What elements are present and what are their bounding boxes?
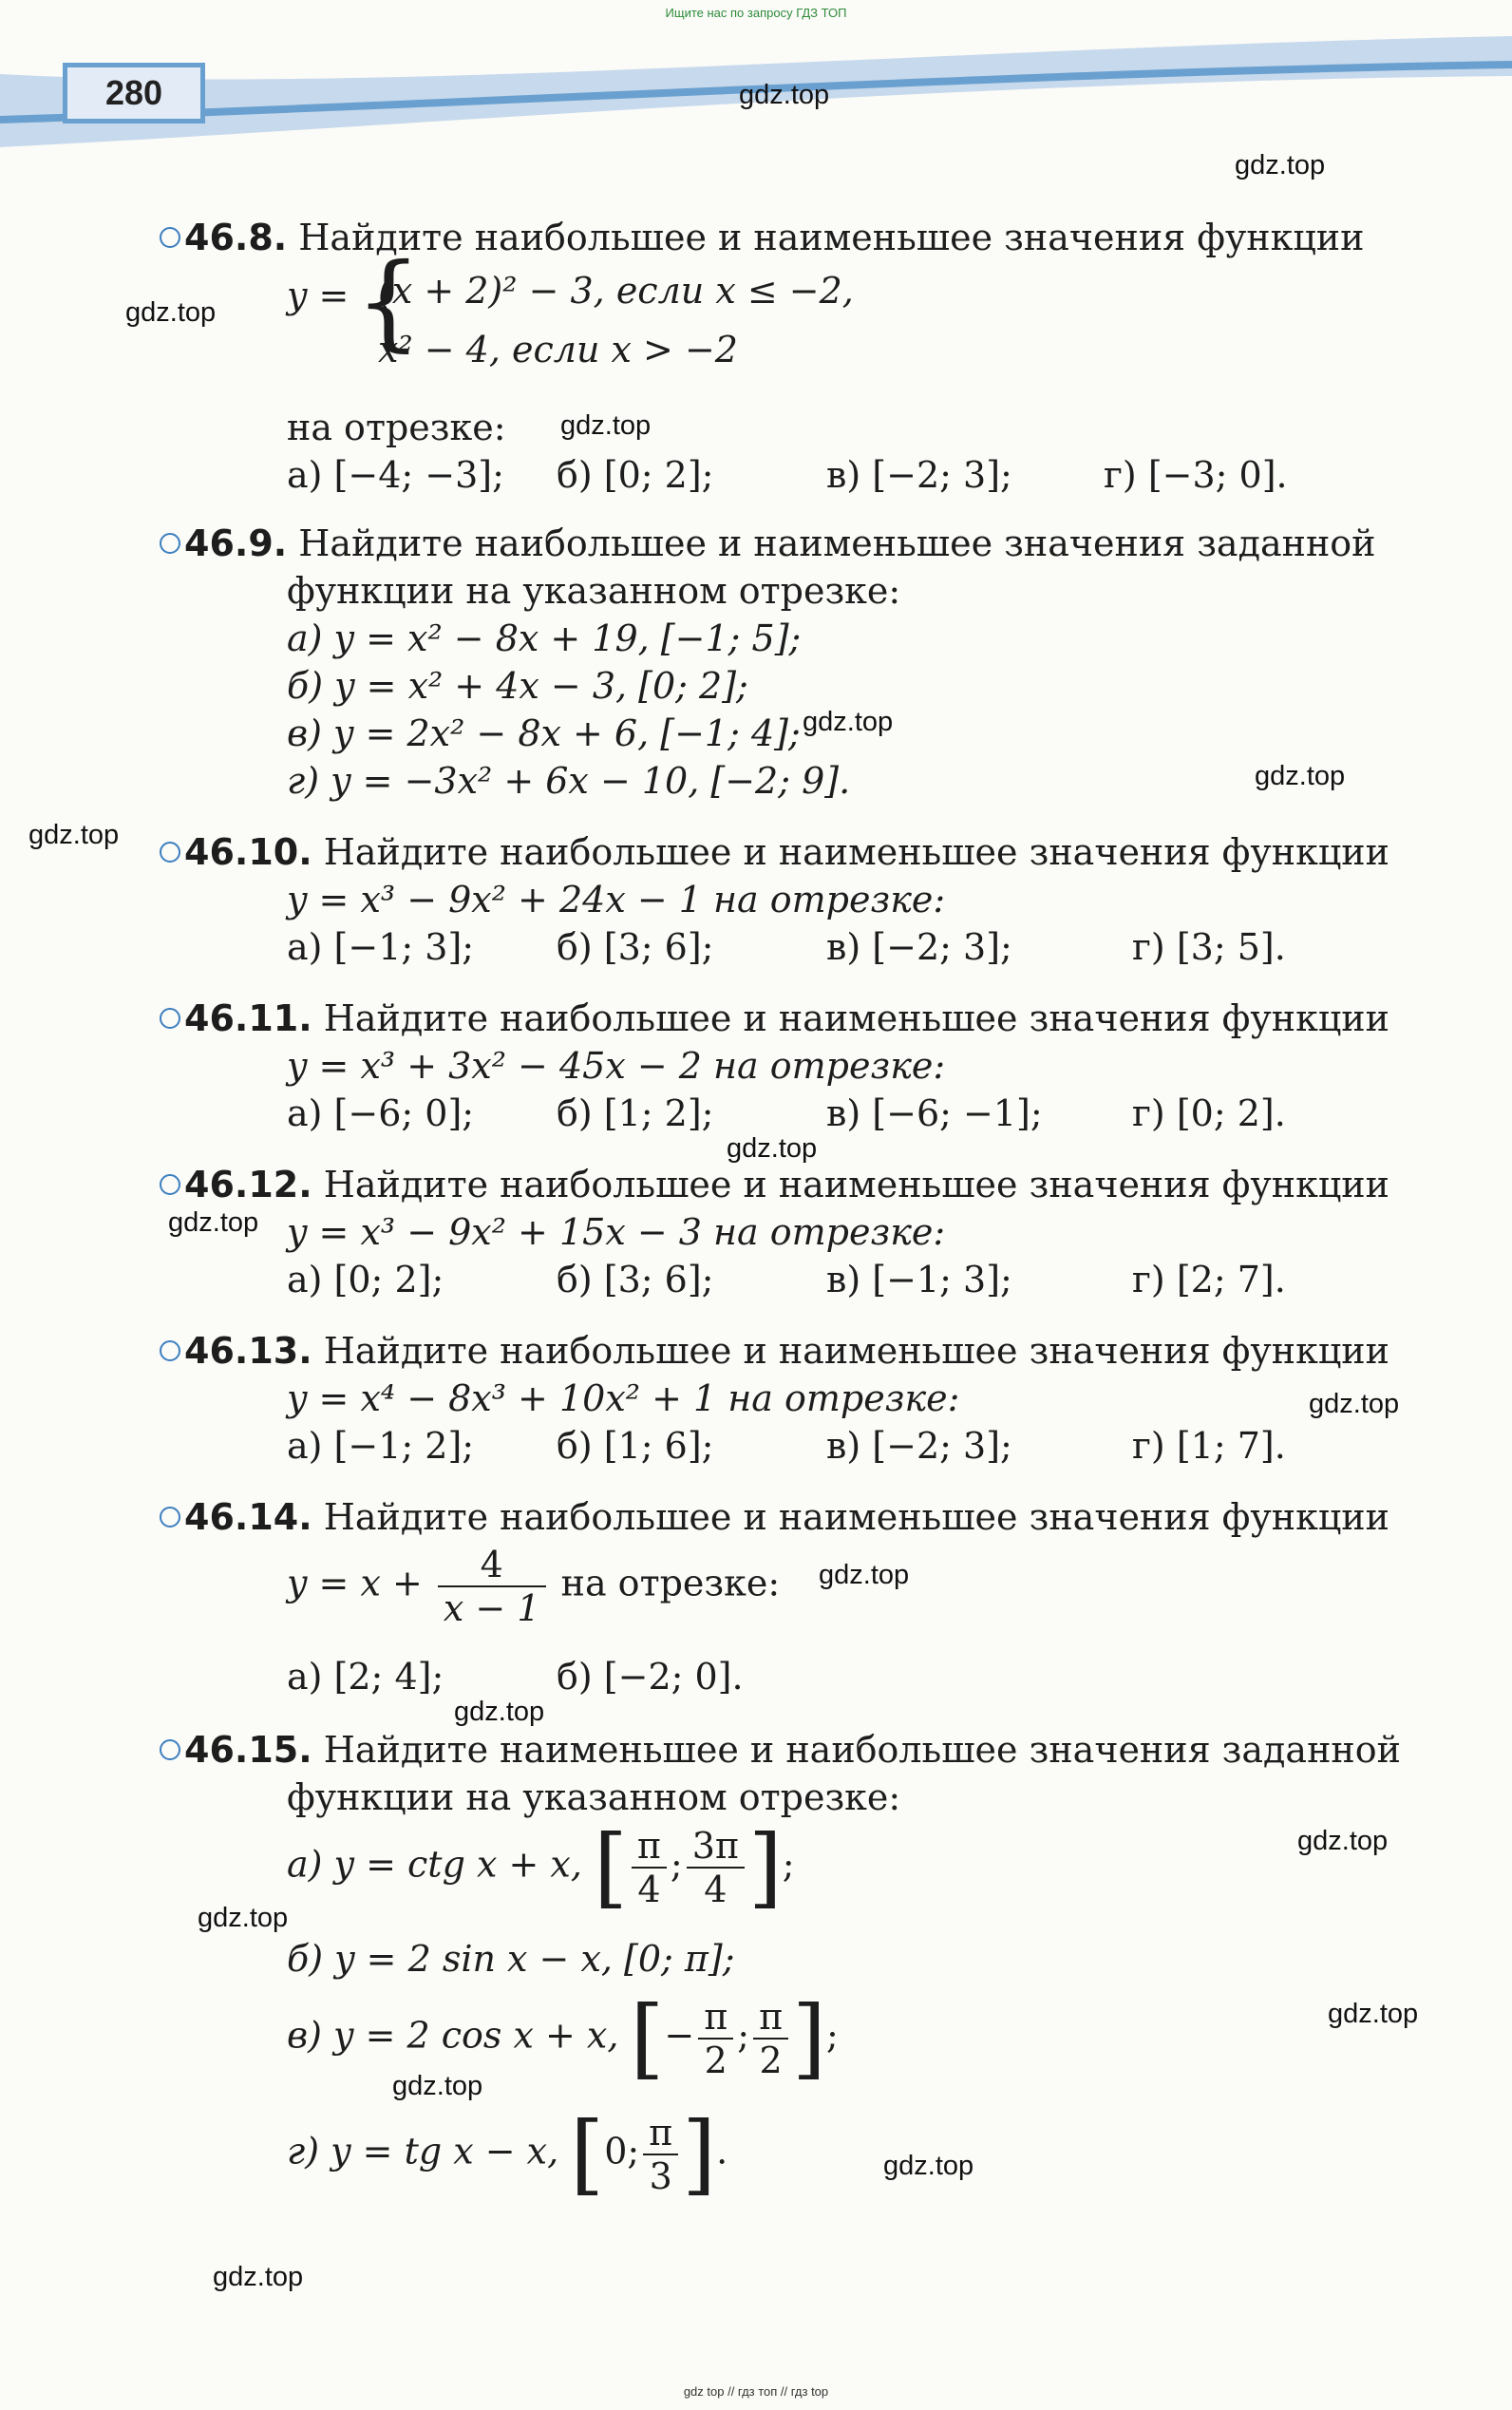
bracket-open: [: [630, 1987, 665, 2089]
fraction-numerator: π: [753, 1996, 788, 2040]
fraction-numerator: π: [643, 2112, 678, 2155]
problem-marker-icon: [160, 1008, 180, 1029]
option-g: г) [0; 2].: [1132, 1092, 1286, 1134]
problem-title: Найдите наибольшее и наименьшее значения функции: [323, 1496, 1389, 1538]
option-a: а) [−1; 3];: [287, 926, 475, 968]
option-g: г) [1; 7].: [1132, 1425, 1286, 1467]
option-a: а) [0; 2];: [287, 1259, 444, 1300]
problem-marker-icon: [160, 1739, 180, 1760]
problem-46-8-heading: [160, 217, 1364, 258]
problem-function: y = x³ − 9x² + 24x − 1 на отрезке:: [287, 879, 946, 920]
option-v: в) y = 2 cos x + x, [− $\frac{\pi}{2}$ ; $\frac{\pi}{2}$ ];: [287, 1987, 839, 2089]
option-b: б) [0; 2];: [557, 454, 714, 496]
problem-marker-icon: [160, 533, 180, 554]
problem-number: 46.12.: [184, 1164, 312, 1205]
problem-46-13-heading: [160, 1330, 1389, 1372]
bracket-close: ]: [792, 1987, 826, 2089]
fraction-denominator: 3: [649, 2155, 672, 2197]
fraction-denominator: 4: [704, 1869, 728, 1910]
option-g: г) y = −3x² + 6x − 10, [−2; 9].: [287, 760, 851, 802]
watermark: gdz.top: [125, 297, 217, 328]
problem-title-cont: функции на указанном отрезке:: [287, 1776, 901, 1818]
option-b: б) [1; 2];: [557, 1092, 714, 1134]
option-v: в) [−1; 3];: [826, 1259, 1012, 1300]
problem-marker-icon: [160, 227, 180, 248]
bracket-open: [: [570, 2103, 605, 2205]
problem-marker-icon: [160, 1174, 180, 1195]
option-b: б) [1; 6];: [557, 1425, 714, 1467]
bracket-open: [: [594, 1816, 628, 1918]
option-b: б) y = x² + 4x − 3, [0; 2];: [287, 665, 748, 707]
function-rhs: на отрезке:: [560, 1562, 781, 1604]
problem-number: 46.15.: [184, 1729, 312, 1771]
option-a: а) [−4; −3];: [287, 454, 504, 496]
watermark: gdz.top: [1309, 1389, 1400, 1419]
option-b: б) [3; 6];: [557, 926, 714, 968]
problem-title: Найдите наибольшее и наименьшее значения функции: [323, 1330, 1389, 1372]
piecewise-case-2: x² − 4, если x > −2: [378, 329, 738, 370]
watermark: gdz.top: [883, 2151, 974, 2181]
problem-number: 46.14.: [184, 1496, 312, 1538]
watermark: gdz.top: [803, 707, 894, 737]
fraction-numerator: 3π: [687, 1825, 745, 1869]
problem-number: 46.8.: [184, 217, 288, 258]
problem-title: Найдите наибольшее и наименьшее значения функции: [323, 1164, 1389, 1205]
fraction: [687, 1825, 745, 1910]
problem-number: 46.10.: [184, 831, 312, 873]
watermark: gdz.top: [28, 820, 120, 850]
option-v: в) [−2; 3];: [826, 454, 1012, 496]
option-a: а) [2; 4];: [287, 1656, 444, 1698]
fraction: [438, 1544, 546, 1629]
problem-number: 46.11.: [184, 997, 312, 1039]
bottom-note: gdz top // гдз топ // гдз top: [683, 2384, 829, 2399]
watermark: gdz.top: [1328, 1999, 1419, 2029]
watermark: gdz.top: [454, 1697, 545, 1727]
option-v-function: в) y = 2 cos x + x,: [287, 2014, 619, 2057]
page-number: 280: [63, 63, 205, 123]
option-b: б) y = 2 sin x − x, [0; π];: [287, 1938, 735, 1980]
problem-46-11-heading: [160, 997, 1389, 1039]
bracket-close: ]: [747, 1816, 783, 1918]
problem-46-12-heading: [160, 1164, 1389, 1205]
watermark: gdz.top: [168, 1207, 259, 1238]
fraction: [698, 1996, 733, 2081]
watermark: gdz.top: [819, 1560, 910, 1590]
problem-number: 46.13.: [184, 1330, 312, 1372]
interval-start: 0;: [604, 2130, 640, 2173]
problem-46-9-heading: [160, 522, 1376, 564]
problem-marker-icon: [160, 1340, 180, 1361]
fraction-numerator: π: [698, 1996, 733, 2040]
option-g: г) [−3; 0].: [1104, 454, 1288, 496]
fraction-denominator: 4: [637, 1869, 661, 1910]
function-lhs: y = x +: [287, 1562, 423, 1604]
problem-title: Найдите наибольшее и наименьшее значения функции: [323, 831, 1389, 873]
fraction-denominator: 2: [704, 2040, 728, 2081]
problem-marker-icon: [160, 1507, 180, 1528]
problem-number: 46.9.: [184, 522, 288, 564]
problem-46-10-heading: [160, 831, 1389, 873]
watermark: gdz.top: [392, 2071, 483, 2101]
bracket-close: ]: [682, 2103, 717, 2205]
option-g: г) [2; 7].: [1132, 1259, 1286, 1300]
watermark: gdz.top: [727, 1133, 818, 1164]
option-a: а) [−1; 2];: [287, 1425, 475, 1467]
option-v: в) y = 2x² − 8x + 6, [−1; 4];: [287, 712, 801, 754]
option-a-function: а) y = ctg x + x,: [287, 1843, 582, 1886]
option-v: в) [−6; −1];: [826, 1092, 1043, 1134]
fraction: [753, 1996, 788, 2081]
problem-title: Найдите наибольшее и наименьшее значения заданной: [298, 522, 1376, 564]
fraction-denominator: x − 1: [443, 1587, 540, 1629]
problem-function: [287, 1544, 780, 1629]
problem-function: y = x³ + 3x² − 45x − 2 на отрезке:: [287, 1045, 946, 1087]
problem-function: y = x³ − 9x² + 15x − 3 на отрезке:: [287, 1211, 946, 1253]
watermark: gdz.top: [1235, 150, 1326, 180]
fraction-denominator: 2: [759, 2040, 783, 2081]
option-a: а) y = x² − 8x + 19, [−1; 5];: [287, 617, 802, 659]
problem-marker-icon: [160, 842, 180, 863]
watermark: gdz.top: [560, 410, 652, 441]
piecewise-brace: {: [355, 240, 422, 362]
piecewise-case-1: (x + 2)² − 3, если x ≤ −2,: [378, 270, 854, 312]
watermark: gdz.top: [1297, 1826, 1389, 1856]
problem-46-15-heading: [160, 1729, 1401, 1771]
fraction-numerator: 4: [438, 1544, 546, 1587]
problem-46-8-yeq: y =: [287, 275, 350, 316]
watermark: gdz.top: [198, 1903, 289, 1933]
problem-title: Найдите наибольшее и наименьшее значения функции: [323, 997, 1389, 1039]
fraction: [632, 1825, 667, 1910]
option-b: б) [3; 6];: [557, 1259, 714, 1300]
fraction: [643, 2112, 678, 2197]
problem-function: y = x⁴ − 8x³ + 10x² + 1 на отрезке:: [287, 1377, 960, 1419]
segment-label: на отрезке:: [287, 407, 506, 448]
option-g: г) y = tg x − x, [0; $\frac{\pi}{3}$ ].: [287, 2103, 728, 2205]
problem-title: Найдите наибольшее и наименьшее значения функции: [298, 217, 1365, 258]
option-v: в) [−2; 3];: [826, 926, 1012, 968]
option-a: а) [−6; 0];: [287, 1092, 475, 1134]
problem-title: Найдите наименьшее и наибольшее значения заданной: [323, 1729, 1401, 1771]
watermark: gdz.top: [213, 2262, 304, 2292]
problem-46-14-heading: [160, 1496, 1389, 1538]
problem-title-cont: функции на указанном отрезке:: [287, 570, 901, 612]
option-v: в) [−2; 3];: [826, 1425, 1012, 1467]
fraction-numerator: π: [632, 1825, 667, 1869]
option-g-function: г) y = tg x − x,: [287, 2130, 559, 2173]
watermark: gdz.top: [739, 80, 830, 110]
option-a: а) y = ctg x + x, [ $\frac{\pi}{4}$ ; $\frac{3\pi}{4}$ ];: [287, 1816, 795, 1918]
top-note: Ищите нас по запросу ГДЗ ТОП: [665, 6, 847, 20]
watermark: gdz.top: [1255, 761, 1346, 791]
option-b: б) [−2; 0].: [557, 1656, 744, 1698]
option-g: г) [3; 5].: [1132, 926, 1286, 968]
